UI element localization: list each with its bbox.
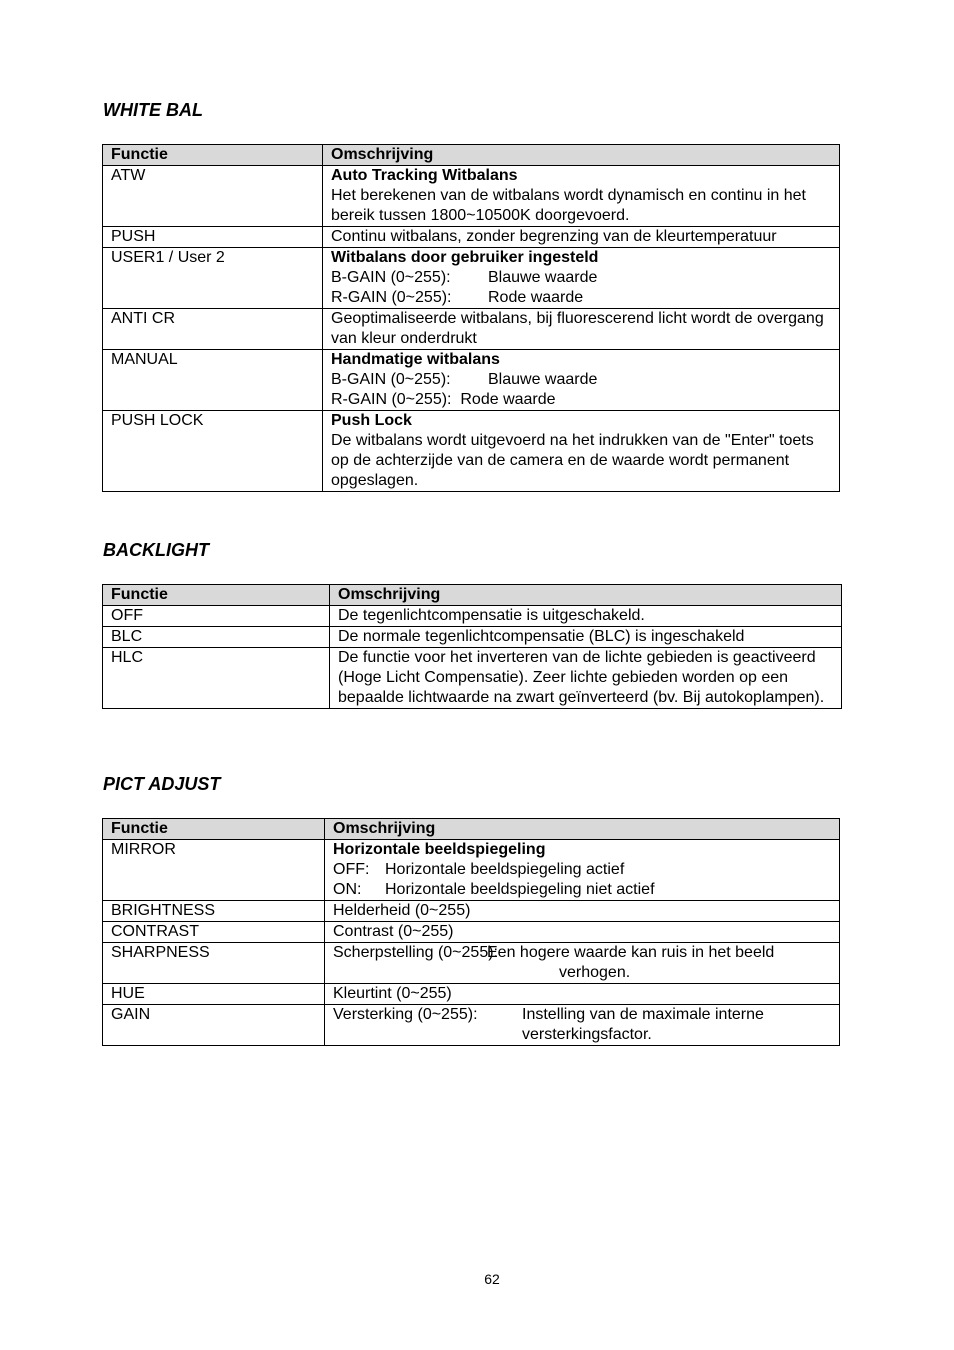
desc-title: Auto Tracking Witbalans — [331, 167, 518, 184]
func-cell: MIRROR — [103, 840, 325, 901]
r-gain-line: R-GAIN (0~255): Rode waarde — [331, 391, 556, 408]
table-row — [103, 901, 840, 922]
table-row — [103, 350, 840, 411]
header-omschrijving: Omschrijving — [330, 585, 842, 606]
func-cell: OFF — [103, 606, 330, 627]
func-cell: USER1 / User 2 — [103, 248, 323, 309]
func-cell: ATW — [103, 166, 323, 227]
sharpness-key: Scherpstelling (0~255): — [333, 944, 498, 961]
r-gain-line — [331, 288, 835, 308]
table-row — [103, 1005, 840, 1046]
b-gain-value: Blauwe waarde — [488, 269, 598, 286]
desc-title: Witbalans door gebruiker ingesteld — [331, 249, 599, 266]
func-cell: SHARPNESS — [103, 943, 325, 984]
func-cell: ANTI CR — [103, 309, 323, 350]
desc-text: Het berekenen van de witbalans wordt dynamisch en continu in het bereik tussen 1800~10500K doorgevoerd. — [331, 187, 806, 224]
header-functie: Functie — [103, 585, 330, 606]
desc-text: De witbalans wordt uitgevoerd na het indrukken van de "Enter" toets op de achterzijde van de camera en de waarde wordt permanent opgeslagen. — [331, 432, 814, 489]
gain-line — [333, 1005, 835, 1045]
table-row — [103, 166, 840, 227]
header-omschrijving: Omschrijving — [325, 819, 840, 840]
table-row — [103, 984, 840, 1005]
b-gain-line — [331, 268, 835, 288]
section-title-white-bal: WHITE BAL — [103, 100, 203, 120]
func-cell: CONTRAST — [103, 922, 325, 943]
desc-cell — [323, 248, 840, 309]
func-cell: HUE — [103, 984, 325, 1005]
desc-text: Helderheid (0~255) — [325, 901, 840, 922]
off-line — [333, 860, 835, 880]
desc-text: Continu witbalans, zonder begrenzing van de kleurtemperatuur — [323, 227, 840, 248]
func-cell: BRIGHTNESS — [103, 901, 325, 922]
gain-key: Versterking (0~255): — [333, 1006, 478, 1023]
on-key: ON: — [333, 881, 362, 898]
desc-title: Push Lock — [331, 412, 412, 429]
table-row — [103, 922, 840, 943]
page-number: 62 — [484, 1271, 500, 1287]
func-cell: HLC — [103, 648, 330, 709]
desc-cell — [325, 1005, 840, 1046]
func-cell: PUSH LOCK — [103, 411, 323, 492]
desc-text: De tegenlichtcompensatie is uitgeschakeld. — [330, 606, 842, 627]
desc-text: Geoptimaliseerde witbalans, bij fluorescerend licht wordt de overgang van kleur onderdrukt — [323, 309, 840, 350]
header-omschrijving: Omschrijving — [323, 145, 840, 166]
table-row — [103, 227, 840, 248]
desc-text: De functie voor het inverteren van de lichte gebieden is geactiveerd (Hoge Licht Compensatie). Zeer lichte gebieden worden op een bepaalde lichtwaarde na zwart geïnverteerd (bv. Bij autokoplampen). — [330, 648, 842, 709]
on-value: Horizontale beeldspiegeling niet actief — [385, 881, 655, 898]
table-row — [103, 309, 840, 350]
table-row — [103, 648, 842, 709]
desc-text: Kleurtint (0~255) — [325, 984, 840, 1005]
r-gain-value: Rode waarde — [488, 289, 584, 306]
r-gain-key: R-GAIN (0~255): — [331, 289, 452, 306]
table-row — [103, 840, 840, 901]
desc-text: Contrast (0~255) — [325, 922, 840, 943]
func-cell: GAIN — [103, 1005, 325, 1046]
table-row — [103, 248, 840, 309]
b-gain-value: Blauwe waarde — [488, 371, 598, 388]
desc-cell — [323, 350, 840, 411]
sharpness-line — [333, 943, 835, 983]
func-cell: MANUAL — [103, 350, 323, 411]
desc-cell — [325, 840, 840, 901]
table-header — [103, 145, 840, 166]
desc-title: Handmatige witbalans — [331, 351, 500, 368]
func-cell: BLC — [103, 627, 330, 648]
off-key: OFF: — [333, 861, 370, 878]
b-gain-line — [331, 370, 835, 390]
func-cell: PUSH — [103, 227, 323, 248]
pict-adjust-table — [102, 818, 840, 1046]
header-functie: Functie — [103, 145, 323, 166]
header-functie: Functie — [103, 819, 325, 840]
b-gain-key: B-GAIN (0~255): — [331, 371, 451, 388]
b-gain-key: B-GAIN (0~255): — [331, 269, 451, 286]
table-header — [103, 819, 840, 840]
off-value: Horizontale beeldspiegeling actief — [385, 861, 625, 878]
table-row — [103, 627, 842, 648]
white-bal-table — [102, 144, 840, 492]
desc-text: De normale tegenlichtcompensatie (BLC) is ingeschakeld — [330, 627, 842, 648]
section-title-backlight: BACKLIGHT — [103, 540, 209, 560]
sharpness-value: Een hogere waarde kan ruis in het beeld verhogen. — [487, 944, 775, 981]
table-row — [103, 606, 842, 627]
desc-cell — [323, 411, 840, 492]
section-title-pict-adjust: PICT ADJUST — [103, 774, 221, 794]
desc-title: Horizontale beeldspiegeling — [333, 841, 546, 858]
table-row — [103, 943, 840, 984]
gain-value: Instelling van de maximale interne versterkingsfactor. — [522, 1006, 764, 1043]
backlight-table — [102, 584, 842, 709]
desc-cell — [325, 943, 840, 984]
table-row — [103, 411, 840, 492]
desc-cell — [323, 166, 840, 227]
table-header — [103, 585, 842, 606]
on-line — [333, 880, 835, 900]
